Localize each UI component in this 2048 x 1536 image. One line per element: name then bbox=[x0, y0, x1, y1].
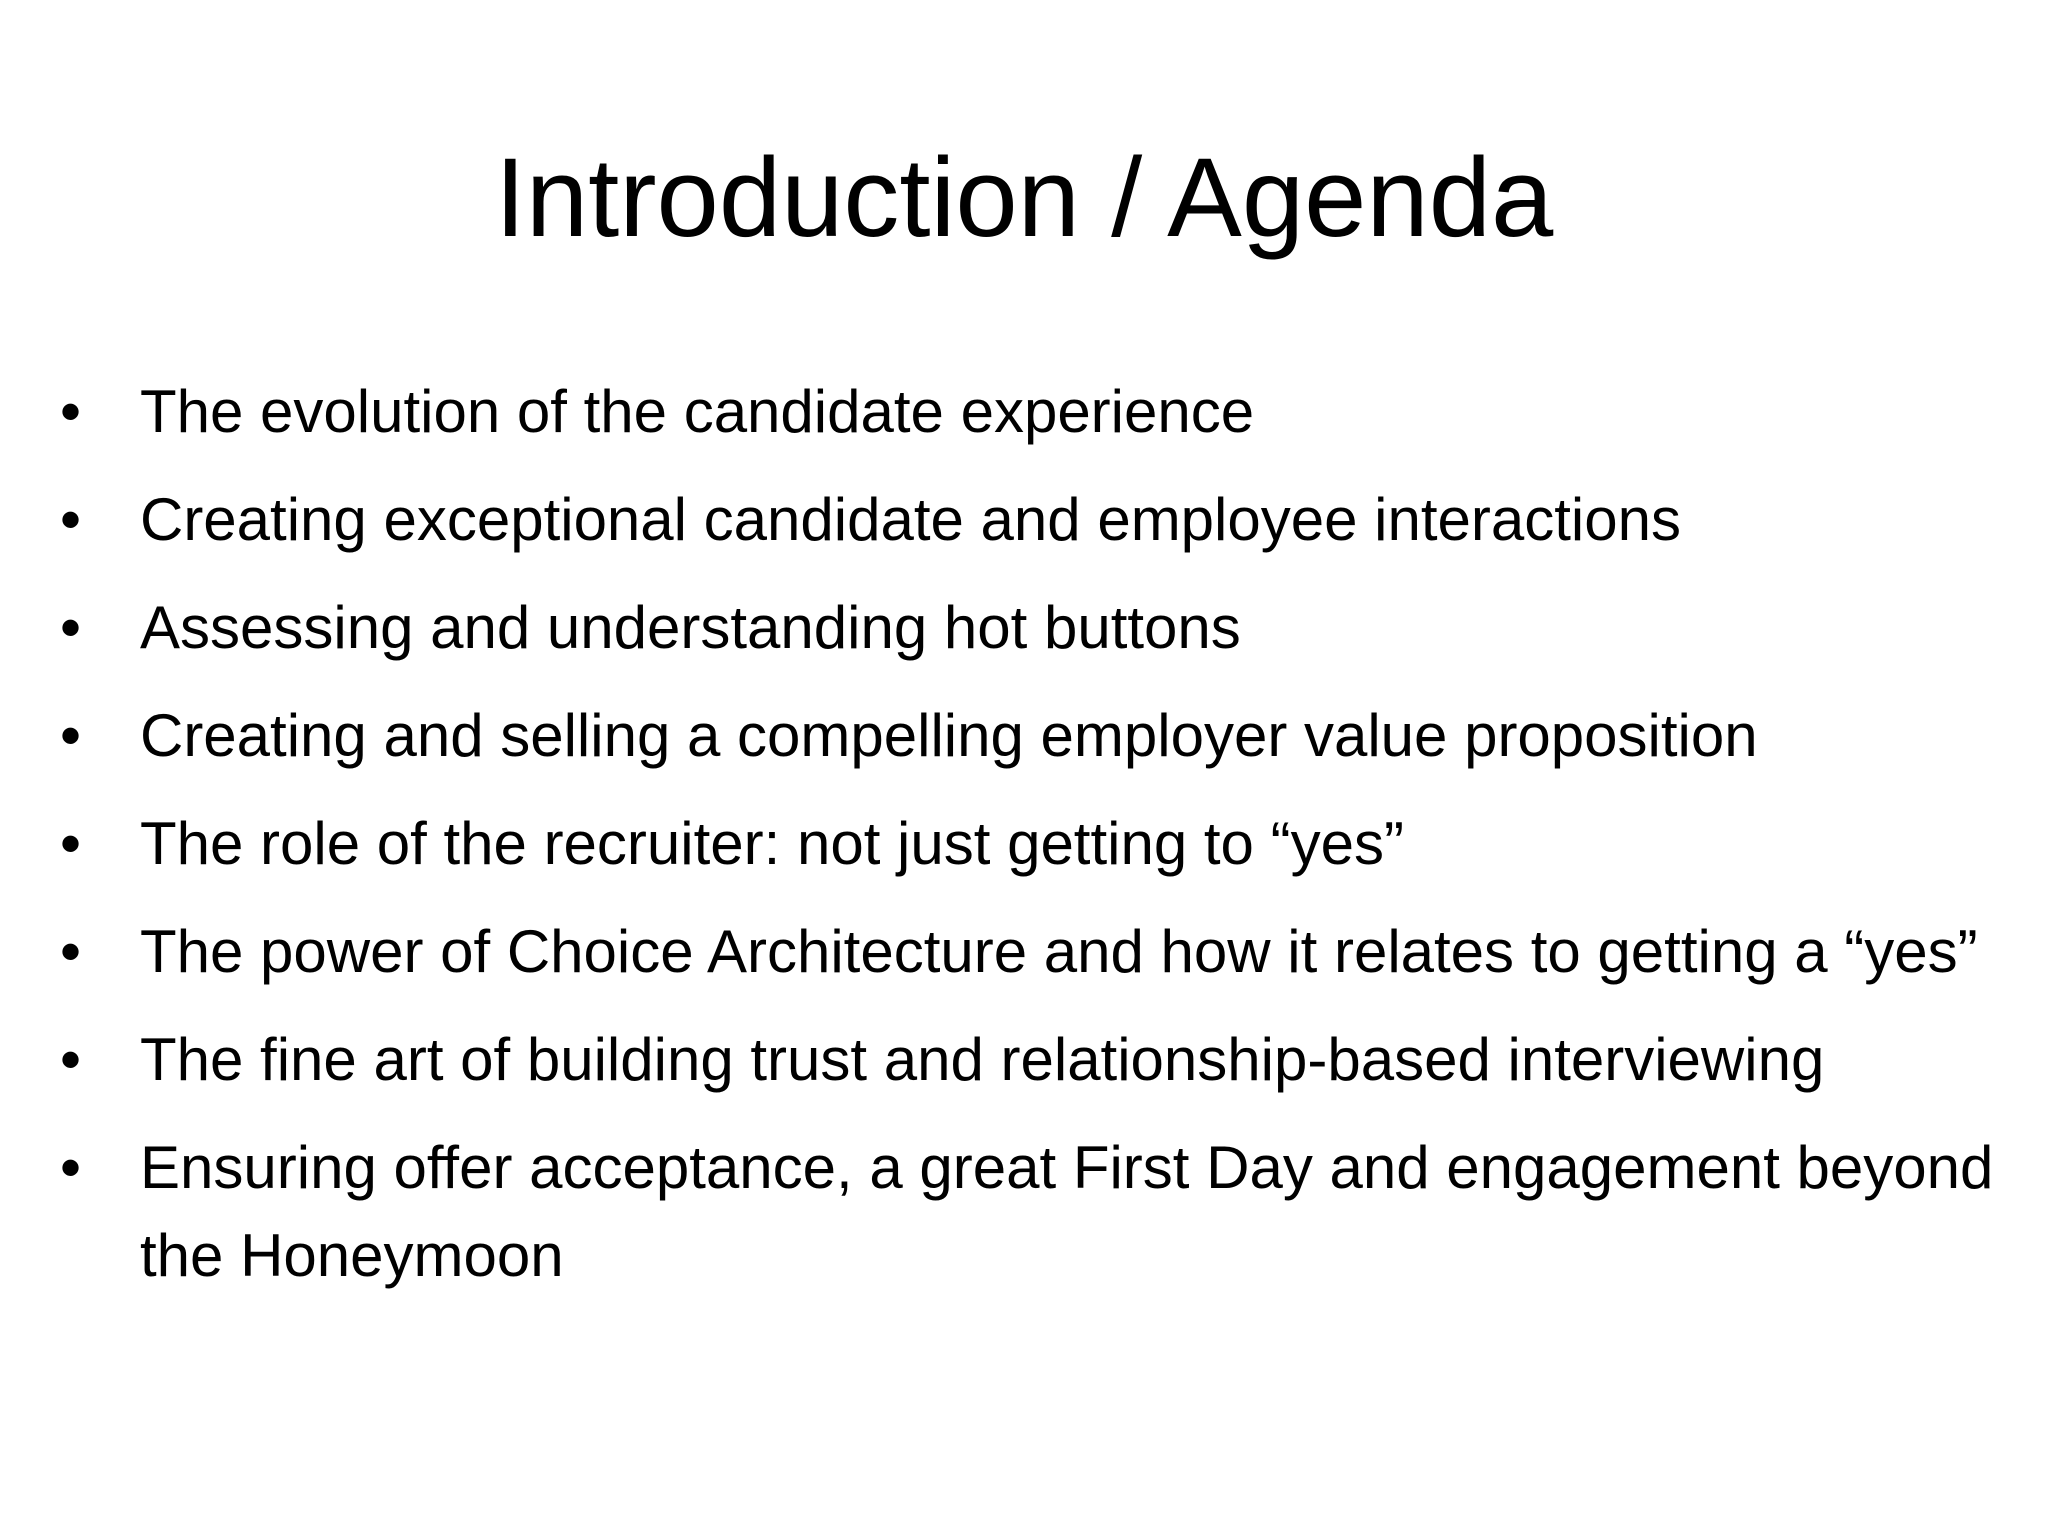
agenda-item bbox=[56, 584, 2016, 672]
slide-title: Introduction / Agenda bbox=[494, 135, 1554, 260]
agenda-item bbox=[56, 692, 2016, 780]
agenda-item bbox=[56, 908, 2016, 996]
agenda-item-text: The power of Choice Architecture and how it relates to getting a “yes” bbox=[140, 918, 1978, 985]
agenda-item-text: Creating and selling a compelling employer value proposition bbox=[140, 702, 1758, 769]
bullet-icon: • bbox=[60, 1026, 82, 1093]
bullet-icon: • bbox=[60, 702, 82, 769]
bullet-icon: • bbox=[60, 594, 82, 661]
bullet-icon: • bbox=[60, 378, 82, 445]
agenda-item bbox=[56, 1124, 2016, 1300]
agenda-item bbox=[56, 1016, 2016, 1104]
bullet-icon: • bbox=[60, 918, 82, 985]
agenda-item-text: The role of the recruiter: not just getting to “yes” bbox=[140, 810, 1404, 877]
bullet-icon: • bbox=[60, 1134, 82, 1201]
agenda-item-text: The fine art of building trust and relationship-based interviewing bbox=[140, 1026, 1825, 1093]
bullet-icon: • bbox=[60, 486, 82, 553]
agenda-item-text: Ensuring offer acceptance, a great First Day and engagement beyond the Honeymoon bbox=[140, 1134, 1994, 1289]
agenda-item-text: Assessing and understanding hot buttons bbox=[140, 594, 1241, 661]
agenda-item-text: Creating exceptional candidate and employee interactions bbox=[140, 486, 1681, 553]
bullet-icon: • bbox=[60, 810, 82, 877]
agenda-item bbox=[56, 476, 2016, 564]
agenda-item bbox=[56, 800, 2016, 888]
agenda-item-text: The evolution of the candidate experience bbox=[140, 378, 1255, 445]
agenda-item bbox=[56, 368, 2016, 456]
agenda-list bbox=[56, 368, 2016, 1320]
